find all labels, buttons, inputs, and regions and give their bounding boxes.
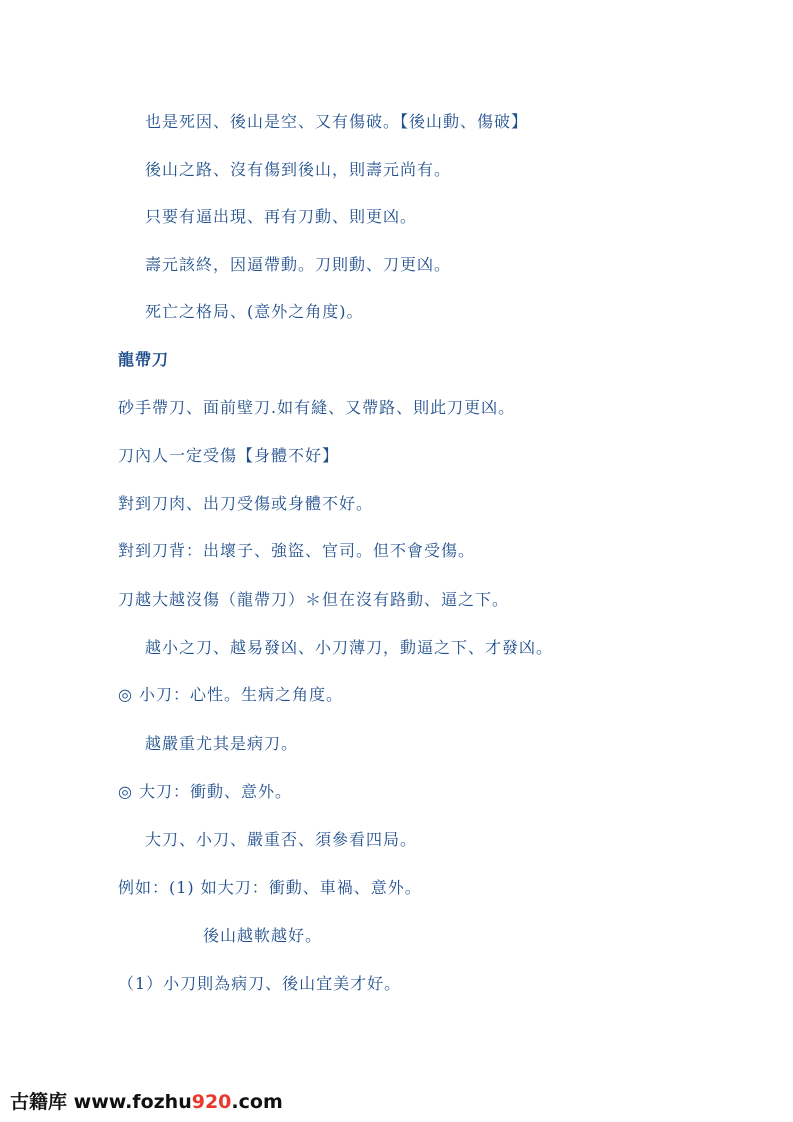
text-line: 刀越大越沒傷（龍帶刀）＊但在沒有路動、逼之下。 xyxy=(118,590,510,609)
text-line: 死亡之格局、(意外之角度)。 xyxy=(145,302,364,321)
text-line: （1）小刀則為病刀、後山宜美才好。 xyxy=(118,974,402,993)
section-heading: 龍帶刀 xyxy=(118,350,170,369)
text-line: 後山之路、沒有傷到後山，則壽元尚有。 xyxy=(145,160,452,179)
text-line: 後山越軟越好。 xyxy=(203,926,323,945)
text-line: ◎ 大刀：衝動、意外。 xyxy=(118,782,293,801)
text-line: 只要有逼出現、再有刀動、則更凶。 xyxy=(145,207,418,226)
text-line: 刀內人一定受傷【身體不好】 xyxy=(118,446,340,465)
watermark-url-prefix: www.fozhu xyxy=(73,1091,192,1113)
text-line: 越小之刀、越易發凶、小刀薄刀，動逼之下、才發凶。 xyxy=(145,638,554,657)
watermark xyxy=(10,1090,283,1114)
text-line: 也是死因、後山是空、又有傷破。【後山動、傷破】 xyxy=(145,112,529,131)
text-line: 對到刀背：出壞子、強盜、官司。但不會受傷。 xyxy=(118,541,476,560)
text-line: 壽元該終，因逼帶動。刀則動、刀更凶。 xyxy=(145,255,452,274)
text-line: 大刀、小刀、嚴重否、須參看四局。 xyxy=(145,830,418,849)
text-line: 砂手帶刀、面前壁刀.如有縫、又帶路、則此刀更凶。 xyxy=(118,398,516,417)
text-line: 例如：(1) 如大刀：衝動、車禍、意外。 xyxy=(118,878,422,897)
text-line: 對到刀肉、出刀受傷或身體不好。 xyxy=(118,494,374,513)
text-line: 越嚴重尤其是病刀。 xyxy=(145,734,299,753)
text-line: ◎ 小刀：心性。生病之角度。 xyxy=(118,685,344,704)
watermark-site-name: 古籍库 xyxy=(10,1091,68,1113)
watermark-url-suffix: .com xyxy=(231,1091,283,1113)
watermark-url-number: 920 xyxy=(191,1091,232,1113)
